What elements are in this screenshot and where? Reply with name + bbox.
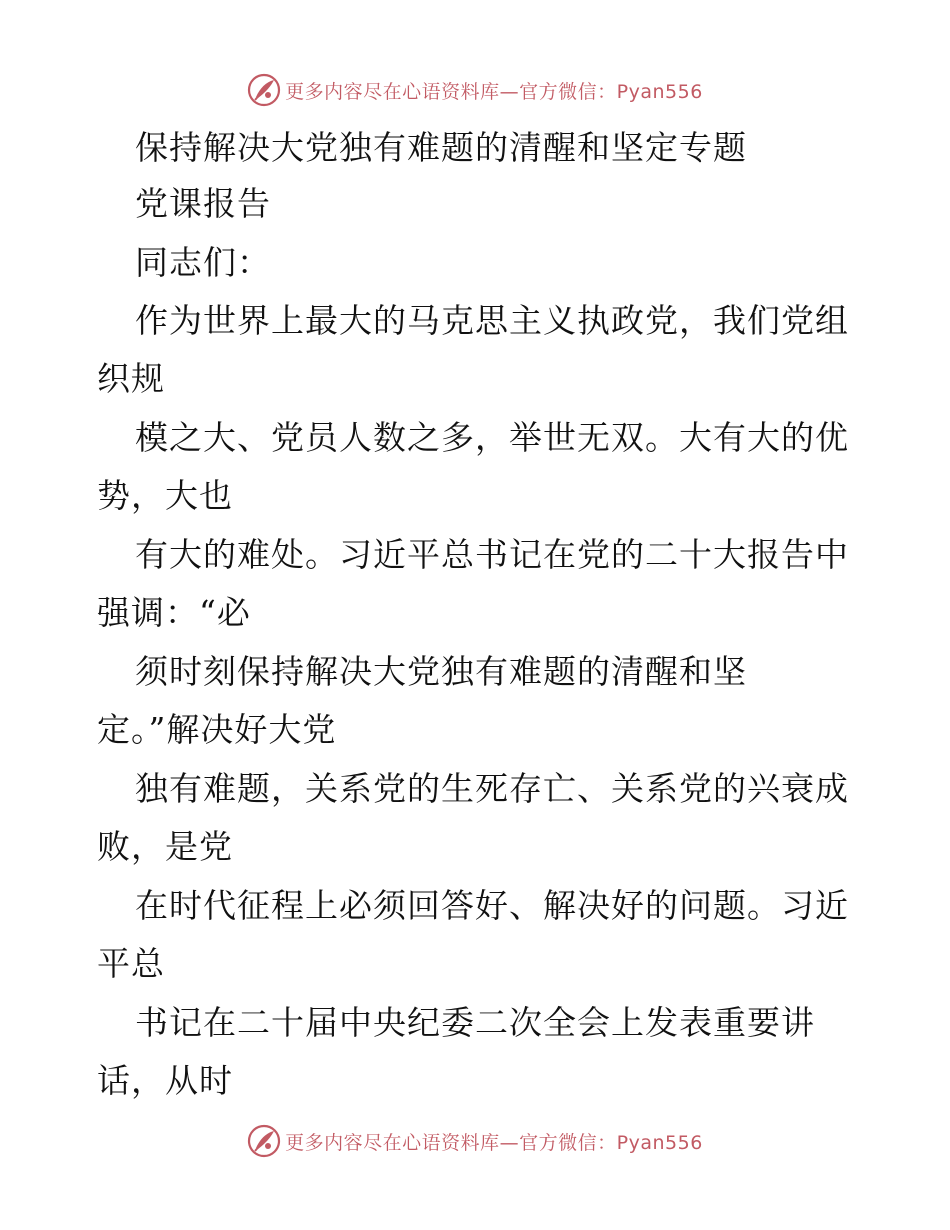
paragraph-line: 有大的难处。习近平总书记在党的二十大报告中 [135, 535, 849, 574]
salutation: 同志们： [135, 243, 271, 282]
footer-watermark [0, 1121, 950, 1161]
paragraph-line: 势，大也 [97, 476, 233, 515]
paragraph-line: 定。”解决好大党 [97, 710, 337, 749]
paragraph-line: 败，是党 [97, 827, 233, 866]
document-title-line-2: 党课报告 [135, 184, 271, 223]
paragraph-line: 织规 [97, 359, 165, 398]
paragraph-line: 强调：“必 [97, 593, 251, 632]
paragraph-line: 须时刻保持解决大党独有难题的清醒和坚 [135, 652, 747, 691]
paragraph-line: 平总 [97, 944, 165, 983]
quill-pen-logo-icon [247, 1124, 281, 1158]
paragraph-line: 模之大、党员人数之多，举世无双。大有大的优 [135, 418, 849, 457]
quill-pen-logo-icon [247, 73, 281, 107]
paragraph-line: 在时代征程上必须回答好、解决好的问题。习近 [135, 886, 849, 925]
watermark-text: 更多内容尽在心语资料库—官方微信：Pyan556 [285, 1131, 703, 1154]
header-watermark [0, 70, 950, 110]
paragraph-line: 话，从时 [97, 1061, 233, 1100]
paragraph-line: 书记在二十届中央纪委二次全会上发表重要讲 [135, 1003, 815, 1042]
document-title-line-1: 保持解决大党独有难题的清醒和坚定专题 [135, 128, 747, 167]
paragraph-line: 作为世界上最大的马克思主义执政党，我们党组 [135, 301, 849, 340]
watermark-text: 更多内容尽在心语资料库—官方微信：Pyan556 [285, 80, 703, 103]
paragraph-line: 独有难题，关系党的生死存亡、关系党的兴衰成 [135, 769, 849, 808]
